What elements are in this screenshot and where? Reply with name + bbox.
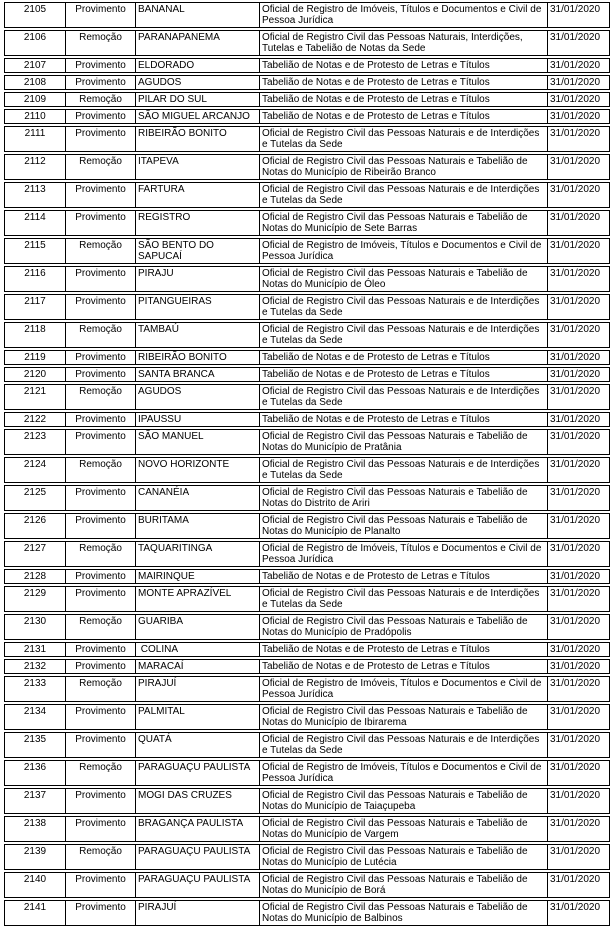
row-city: ITAPEVA (136, 154, 260, 180)
table-row (4, 266, 610, 292)
table-row (4, 238, 610, 264)
row-description: Oficial de Registro Civil das Pessoas Naturais e Tabelião de Notas do Distrito de Ariri (260, 485, 548, 511)
table-row (4, 659, 610, 674)
row-city: PARAGUAÇU PAULISTA (136, 760, 260, 786)
row-date: 31/01/2020 (548, 58, 610, 73)
row-description: Oficial de Registro Civil das Pessoas Naturais e de Interdições e Tutelas da Sede (260, 182, 548, 208)
table-row (4, 513, 610, 539)
row-number: 2116 (4, 266, 66, 292)
row-date: 31/01/2020 (548, 92, 610, 107)
table-row (4, 844, 610, 870)
row-description: Oficial de Registro Civil das Pessoas Naturais e Tabelião de Notas do Município de Balbinos (260, 900, 548, 926)
row-date: 31/01/2020 (548, 760, 610, 786)
row-date: 31/01/2020 (548, 238, 610, 264)
row-action: Provimento (66, 513, 136, 539)
row-action: Provimento (66, 75, 136, 90)
row-date: 31/01/2020 (548, 350, 610, 365)
row-date: 31/01/2020 (548, 569, 610, 584)
row-action: Remoção (66, 30, 136, 56)
row-description: Oficial de Registro de Imóveis, Títulos e Documentos e Civil de Pessoa Jurídica (260, 676, 548, 702)
row-city: CANANÉIA (136, 485, 260, 511)
row-action: Provimento (66, 2, 136, 28)
row-number: 2136 (4, 760, 66, 786)
row-number: 2117 (4, 294, 66, 320)
row-description: Oficial de Registro Civil das Pessoas Naturais e de Interdições e Tutelas da Sede (260, 384, 548, 410)
row-city: PARANAPANEMA (136, 30, 260, 56)
table-row (4, 816, 610, 842)
table-row (4, 182, 610, 208)
row-description: Tabelião de Notas e de Protesto de Letras e Títulos (260, 350, 548, 365)
row-action: Remoção (66, 614, 136, 640)
row-number: 2118 (4, 322, 66, 348)
row-number: 2129 (4, 586, 66, 612)
row-city: AGUDOS (136, 384, 260, 410)
row-description: Oficial de Registro Civil das Pessoas Naturais e Tabelião de Notas do Município de Ibirarema (260, 704, 548, 730)
row-city: REGISTRO (136, 210, 260, 236)
row-description: Oficial de Registro de Imóveis, Títulos e Documentos e Civil de Pessoa Jurídica (260, 541, 548, 567)
table-row (4, 75, 610, 90)
row-date: 31/01/2020 (548, 412, 610, 427)
row-action: Remoção (66, 238, 136, 264)
row-description: Oficial de Registro Civil das Pessoas Naturais e de Interdições e Tutelas da Sede (260, 294, 548, 320)
row-number: 2108 (4, 75, 66, 90)
row-number: 2127 (4, 541, 66, 567)
row-date: 31/01/2020 (548, 541, 610, 567)
row-date: 31/01/2020 (548, 676, 610, 702)
row-date: 31/01/2020 (548, 586, 610, 612)
row-description: Tabelião de Notas e de Protesto de Letras e Títulos (260, 569, 548, 584)
row-city: PIRAJU (136, 266, 260, 292)
row-city: SÃO MANUEL (136, 429, 260, 455)
row-action: Remoção (66, 541, 136, 567)
table-row (4, 586, 610, 612)
row-action: Remoção (66, 322, 136, 348)
table-row (4, 109, 610, 124)
row-action: Provimento (66, 266, 136, 292)
table-row (4, 429, 610, 455)
row-action: Provimento (66, 872, 136, 898)
row-date: 31/01/2020 (548, 109, 610, 124)
row-date: 31/01/2020 (548, 126, 610, 152)
row-number: 2115 (4, 238, 66, 264)
table-row (4, 350, 610, 365)
row-number: 2126 (4, 513, 66, 539)
row-number: 2140 (4, 872, 66, 898)
row-action: Provimento (66, 732, 136, 758)
table-row (4, 732, 610, 758)
row-city: SANTA BRANCA (136, 367, 260, 382)
row-date: 31/01/2020 (548, 182, 610, 208)
row-number: 2113 (4, 182, 66, 208)
row-description: Oficial de Registro de Imóveis, Títulos e Documentos e Civil de Pessoa Jurídica (260, 760, 548, 786)
row-date: 31/01/2020 (548, 485, 610, 511)
row-action: Provimento (66, 58, 136, 73)
row-description: Oficial de Registro Civil das Pessoas Naturais e de Interdições e Tutelas da Sede (260, 322, 548, 348)
row-action: Remoção (66, 384, 136, 410)
row-city: TAQUARITINGA (136, 541, 260, 567)
row-number: 2111 (4, 126, 66, 152)
row-number: 2135 (4, 732, 66, 758)
row-description: Tabelião de Notas e de Protesto de Letras e Títulos (260, 642, 548, 657)
row-city: MAIRINQUE (136, 569, 260, 584)
row-city: NOVO HORIZONTE (136, 457, 260, 483)
row-action: Remoção (66, 760, 136, 786)
row-number: 2114 (4, 210, 66, 236)
row-action: Provimento (66, 788, 136, 814)
row-city: IPAUSSU (136, 412, 260, 427)
row-description: Tabelião de Notas e de Protesto de Letras e Títulos (260, 92, 548, 107)
table-body (4, 2, 610, 926)
row-description: Tabelião de Notas e de Protesto de Letras e Títulos (260, 109, 548, 124)
row-description: Oficial de Registro de Imóveis, Títulos e Documentos e Civil de Pessoa Jurídica (260, 238, 548, 264)
table-row (4, 485, 610, 511)
row-description: Oficial de Registro Civil das Pessoas Naturais e Tabelião de Notas do Município de Vargem (260, 816, 548, 842)
row-action: Remoção (66, 154, 136, 180)
row-date: 31/01/2020 (548, 732, 610, 758)
row-city: PILAR DO SUL (136, 92, 260, 107)
row-number: 2128 (4, 569, 66, 584)
row-date: 31/01/2020 (548, 210, 610, 236)
table-row (4, 154, 610, 180)
row-city: GUARIBA (136, 614, 260, 640)
row-city: AGUDOS (136, 75, 260, 90)
row-date: 31/01/2020 (548, 704, 610, 730)
row-number: 2124 (4, 457, 66, 483)
row-date: 31/01/2020 (548, 30, 610, 56)
row-description: Oficial de Registro Civil das Pessoas Naturais e Tabelião de Notas do Município de Pratânia (260, 429, 548, 455)
row-action: Provimento (66, 586, 136, 612)
row-action: Provimento (66, 294, 136, 320)
row-date: 31/01/2020 (548, 322, 610, 348)
row-description: Oficial de Registro Civil das Pessoas Naturais e Tabelião de Notas do Município de Borá (260, 872, 548, 898)
row-action: Provimento (66, 642, 136, 657)
row-number: 2137 (4, 788, 66, 814)
row-action: Provimento (66, 412, 136, 427)
row-date: 31/01/2020 (548, 429, 610, 455)
row-description: Oficial de Registro Civil das Pessoas Naturais e de Interdições e Tutelas da Sede (260, 126, 548, 152)
row-date: 31/01/2020 (548, 2, 610, 28)
row-date: 31/01/2020 (548, 384, 610, 410)
row-action: Provimento (66, 569, 136, 584)
row-description: Oficial de Registro Civil das Pessoas Naturais e de Interdições e Tutelas da Sede (260, 457, 548, 483)
row-description: Oficial de Registro de Imóveis, Títulos e Documentos e Civil de Pessoa Jurídica (260, 2, 548, 28)
table-row (4, 58, 610, 73)
row-action: Provimento (66, 126, 136, 152)
row-number: 2134 (4, 704, 66, 730)
table-row (4, 676, 610, 702)
row-date: 31/01/2020 (548, 642, 610, 657)
row-date: 31/01/2020 (548, 816, 610, 842)
row-city: MARACAÍ (136, 659, 260, 674)
row-action: Remoção (66, 457, 136, 483)
table-row (4, 704, 610, 730)
row-description: Oficial de Registro Civil das Pessoas Naturais e Tabelião de Notas do Município de Óleo (260, 266, 548, 292)
row-city: PITANGUEIRAS (136, 294, 260, 320)
row-city: PIRAJUÍ (136, 676, 260, 702)
row-date: 31/01/2020 (548, 154, 610, 180)
row-date: 31/01/2020 (548, 788, 610, 814)
table-row (4, 30, 610, 56)
table-row (4, 126, 610, 152)
row-city: RIBEIRÃO BONITO (136, 126, 260, 152)
row-description: Oficial de Registro Civil das Pessoas Naturais e Tabelião de Notas do Município de Ribeirão Branco (260, 154, 548, 180)
row-date: 31/01/2020 (548, 513, 610, 539)
row-city: PARAGUAÇU PAULISTA (136, 872, 260, 898)
row-number: 2131 (4, 642, 66, 657)
row-number: 2122 (4, 412, 66, 427)
row-description: Oficial de Registro Civil das Pessoas Naturais e Tabelião de Notas do Município de Lutécia (260, 844, 548, 870)
row-description: Tabelião de Notas e de Protesto de Letras e Títulos (260, 659, 548, 674)
row-date: 31/01/2020 (548, 614, 610, 640)
registry-table (4, 0, 610, 928)
row-description: Oficial de Registro Civil das Pessoas Naturais e Tabelião de Notas do Município de Sete Barras (260, 210, 548, 236)
row-number: 2121 (4, 384, 66, 410)
row-city: PARAGUAÇU PAULISTA (136, 844, 260, 870)
row-number: 2106 (4, 30, 66, 56)
row-number: 2138 (4, 816, 66, 842)
table-row (4, 788, 610, 814)
table-row (4, 367, 610, 382)
row-number: 2123 (4, 429, 66, 455)
row-action: Provimento (66, 350, 136, 365)
row-description: Oficial de Registro Civil das Pessoas Naturais e Tabelião de Notas do Município de Pradópolis (260, 614, 548, 640)
row-action: Remoção (66, 92, 136, 107)
row-description: Oficial de Registro Civil das Pessoas Naturais e Tabelião de Notas do Município de Planalto (260, 513, 548, 539)
row-description: Tabelião de Notas e de Protesto de Letras e Títulos (260, 58, 548, 73)
table-row (4, 760, 610, 786)
row-number: 2133 (4, 676, 66, 702)
table-row (4, 2, 610, 28)
row-action: Provimento (66, 485, 136, 511)
row-date: 31/01/2020 (548, 266, 610, 292)
row-date: 31/01/2020 (548, 659, 610, 674)
row-date: 31/01/2020 (548, 872, 610, 898)
row-date: 31/01/2020 (548, 457, 610, 483)
row-city: RIBEIRÃO BONITO (136, 350, 260, 365)
row-description: Tabelião de Notas e de Protesto de Letras e Títulos (260, 412, 548, 427)
row-description: Oficial de Registro Civil das Pessoas Naturais e Tabelião de Notas do Município de Taiaçupeba (260, 788, 548, 814)
row-city: ELDORADO (136, 58, 260, 73)
table-row (4, 294, 610, 320)
row-city: MOGI DAS CRUZES (136, 788, 260, 814)
row-description: Oficial de Registro Civil das Pessoas Naturais, Interdições, Tutelas e Tabelião de Notas da Sede (260, 30, 548, 56)
row-city: TAMBAÚ (136, 322, 260, 348)
row-number: 2141 (4, 900, 66, 926)
row-city: QUATÁ (136, 732, 260, 758)
table-row (4, 210, 610, 236)
row-city: MONTE APRAZÍVEL (136, 586, 260, 612)
row-description: Tabelião de Notas e de Protesto de Letras e Títulos (260, 75, 548, 90)
table-row (4, 322, 610, 348)
row-city: SÃO BENTO DO SAPUCAÍ (136, 238, 260, 264)
row-action: Provimento (66, 367, 136, 382)
row-number: 2139 (4, 844, 66, 870)
table-row (4, 541, 610, 567)
table-row (4, 614, 610, 640)
row-action: Provimento (66, 210, 136, 236)
table-row (4, 92, 610, 107)
row-number: 2125 (4, 485, 66, 511)
row-action: Remoção (66, 676, 136, 702)
row-city: BURITAMA (136, 513, 260, 539)
row-action: Provimento (66, 704, 136, 730)
row-date: 31/01/2020 (548, 75, 610, 90)
row-number: 2107 (4, 58, 66, 73)
table-row (4, 412, 610, 427)
row-city: BANANAL (136, 2, 260, 28)
table-row (4, 569, 610, 584)
row-action: Provimento (66, 816, 136, 842)
row-action: Remoção (66, 844, 136, 870)
row-city: FARTURA (136, 182, 260, 208)
row-description: Oficial de Registro Civil das Pessoas Naturais e de Interdições e Tutelas da Sede (260, 586, 548, 612)
row-city: COLINA (136, 642, 260, 657)
row-description: Tabelião de Notas e de Protesto de Letras e Títulos (260, 367, 548, 382)
row-number: 2105 (4, 2, 66, 28)
table-row (4, 900, 610, 926)
table-row (4, 457, 610, 483)
table-row (4, 872, 610, 898)
row-city: PALMITAL (136, 704, 260, 730)
row-date: 31/01/2020 (548, 844, 610, 870)
row-action: Provimento (66, 429, 136, 455)
row-action: Provimento (66, 182, 136, 208)
row-number: 2109 (4, 92, 66, 107)
row-number: 2110 (4, 109, 66, 124)
row-city: PIRAJUÍ (136, 900, 260, 926)
table-row (4, 384, 610, 410)
row-city: BRAGANÇA PAULISTA (136, 816, 260, 842)
row-date: 31/01/2020 (548, 367, 610, 382)
row-description: Oficial de Registro Civil das Pessoas Naturais e de Interdições e Tutelas da Sede (260, 732, 548, 758)
row-number: 2119 (4, 350, 66, 365)
row-date: 31/01/2020 (548, 900, 610, 926)
row-number: 2120 (4, 367, 66, 382)
row-city: SÃO MIGUEL ARCANJO (136, 109, 260, 124)
row-number: 2130 (4, 614, 66, 640)
row-action: Provimento (66, 109, 136, 124)
row-action: Provimento (66, 900, 136, 926)
row-number: 2132 (4, 659, 66, 674)
table-row (4, 642, 610, 657)
row-number: 2112 (4, 154, 66, 180)
row-action: Provimento (66, 659, 136, 674)
row-date: 31/01/2020 (548, 294, 610, 320)
